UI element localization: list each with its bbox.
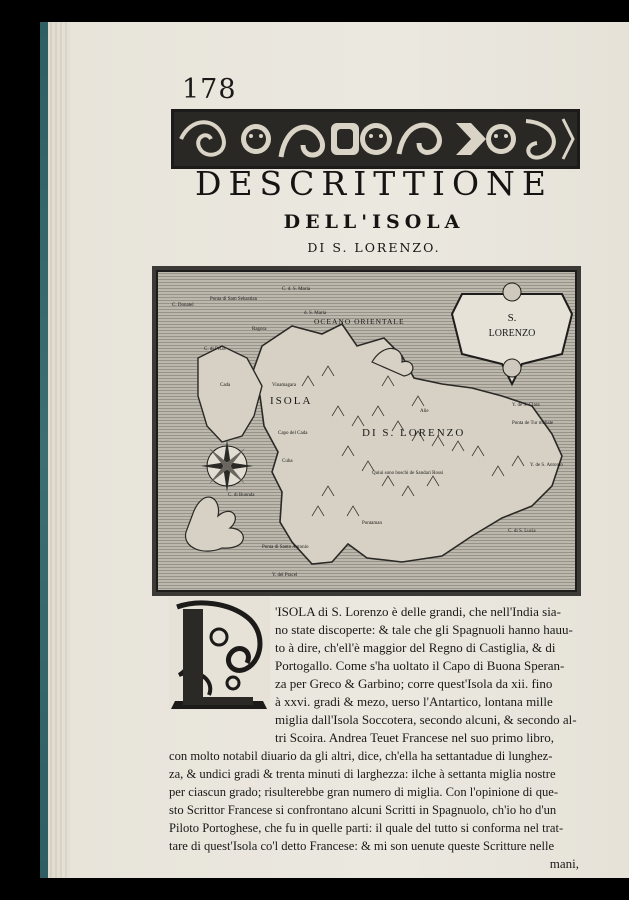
cartouche-line-1: S.	[507, 312, 517, 324]
text-line: tri Scoira. Andrea Teuet Francese nel suo primo libro,	[275, 730, 554, 745]
page-number: 178	[182, 74, 237, 105]
map-place-label: Cuba	[282, 459, 293, 464]
title-line-3: DI S. LORENZO.	[307, 240, 441, 255]
map-place-label: Vinamagara	[272, 383, 297, 388]
map-place-label: Pontaman	[362, 521, 382, 526]
map-of-saint-lorenzo	[152, 266, 581, 596]
ocean-label: OCEANO ORIENTALE	[314, 317, 405, 326]
island-name-letters: ISOLA	[270, 395, 313, 407]
map-place-label: C. di Pelas	[204, 347, 226, 352]
scan-color-bar	[40, 22, 48, 878]
map-place-label: Ponta di Sam Sebastian	[210, 297, 258, 302]
cartouche-line-2: LORENZO	[488, 328, 536, 339]
map-place-label: Y. de S. Clara	[512, 403, 540, 408]
text-line: con molto notabil diuario da gli altri, dice, ch'ella ha settantadue di lunghez-	[169, 749, 553, 763]
text-line: mani,	[549, 856, 579, 871]
body-text	[169, 603, 579, 873]
map-place-label: Ponta di Santo Antonio	[262, 545, 309, 550]
map-place-label: Y. del Pracel	[272, 573, 298, 578]
text-line: sto Scrittor Francese si confrontano alcuni Scritti in Spagnuolo, ch'io ho d'un	[169, 803, 557, 817]
map-place-label: Ragora	[252, 327, 267, 332]
map-place-label: d. S. Maria	[304, 311, 327, 316]
map-place-label: Cada	[220, 383, 231, 388]
map-place-label: C. d. S. Maria	[282, 287, 311, 292]
map-place-label: C. di S. Lucia	[508, 529, 536, 534]
text-line: za per Greco & Garbino; corre quest'Isola da xii. fino	[275, 676, 553, 691]
title-line-2: DELL'ISOLA	[283, 211, 465, 233]
text-line: no state discoperte: & tale che gli Spagnuoli hanno hauu-	[275, 622, 573, 637]
title-line-1: DESCRITTIONE	[195, 164, 553, 203]
map-place-label: C. di Buonda	[228, 493, 255, 498]
text-line: Portogallo. Come s'ha uoltato il Capo di Buona Speran-	[275, 658, 565, 673]
text-line: miglia dall'Isola Soccotera, secondo alcuni, & secondo al-	[275, 712, 577, 727]
text-line: tare di quest'Isola co'l detto Francese: & mi son uenute queste Scritture nelle	[169, 839, 555, 853]
island-name-letters: DI S. LORENZO	[362, 427, 466, 439]
book-page	[40, 22, 629, 878]
map-place-label: Ponta de Tur mebate	[512, 421, 554, 426]
text-line: à xxvi. gradi & mezo, uerso l'Antartico, lontana mille	[275, 694, 553, 709]
map-place-label: C. Donatel	[172, 303, 194, 308]
map-place-label: Y. de S. Antonio	[530, 463, 563, 468]
map-place-label: Alie	[420, 409, 429, 414]
text-line: per ciascun grado; risulterebbe gran numero di miglia. Con l'opinione di que-	[169, 785, 559, 799]
map-place-label: Quiui sono boschi de Sandari Rossi	[372, 471, 444, 476]
text-line: Piloto Portoghese, che fu in quelle parti: il quale del tutto si conforma nel trat-	[169, 821, 564, 835]
text-line: za, & undici gradi & trenta minuti di larghezza: ilche à settanta miglia nostre	[169, 767, 556, 781]
ornamental-headpiece	[171, 109, 580, 169]
map-place-label: Capo del Cada	[278, 431, 308, 436]
text-line: to à dire, ch'ell'è maggior del Regno di Castiglia, & di	[275, 640, 556, 655]
text-line: 'ISOLA di S. Lorenzo è delle grandi, che nell'India sia-	[275, 604, 561, 619]
